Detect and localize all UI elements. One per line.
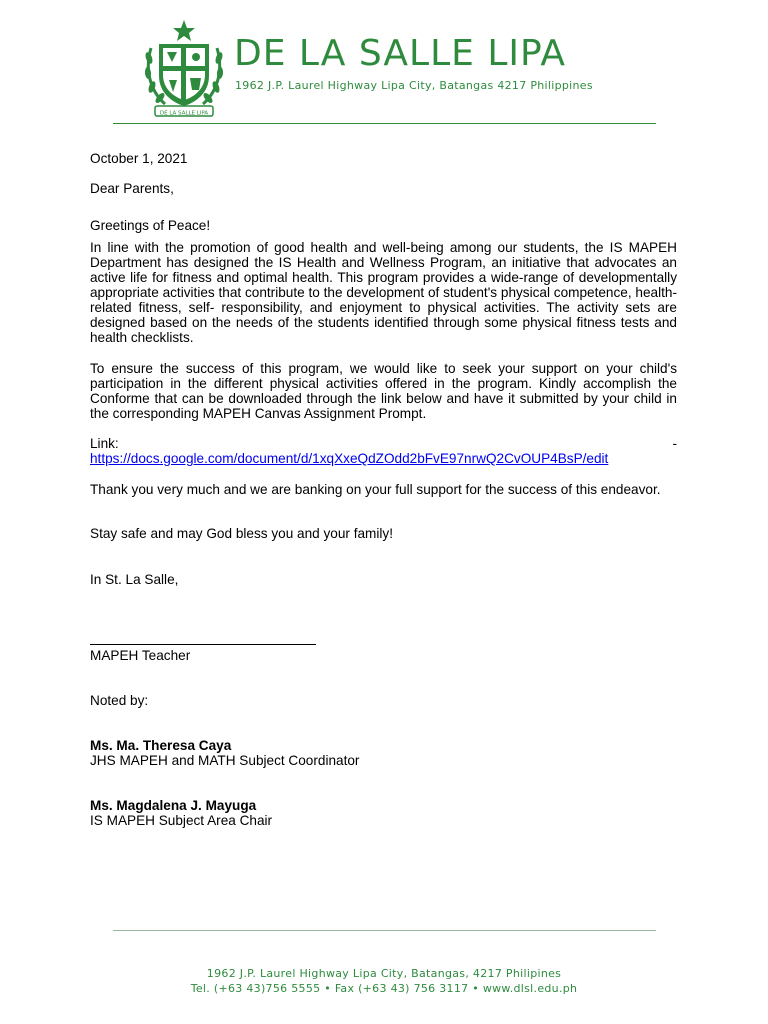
link-row	[90, 436, 677, 451]
signer-title: MAPEH Teacher	[90, 648, 191, 663]
link-dash: -	[672, 436, 677, 451]
paragraph-program: In line with the promotion of good health and well-being among our students, the IS MAPEH Department has designed the IS Health and Wellness Program, an initiative that advocates an active life for fitness and optimal health. This program provides a wide-range of developmentally appropriate activities that contribute to the development of student's physical competence, health-related fitness, self- responsibility, and enjoyment to physical activities. The activity sets are designed based on the needs of the students identified through some physical fitness tests and health checklists.	[90, 240, 677, 345]
letter-date: October 1, 2021	[90, 151, 188, 166]
link-label: Link:	[90, 436, 119, 451]
footer-contact: Tel. (+63 43)756 5555 • Fax (+63 43) 756 3117 • www.dlsl.edu.ph	[190, 982, 578, 995]
closing: In St. La Salle,	[90, 572, 179, 587]
paragraph-request: To ensure the success of this program, we would like to seek your support on your child's participation in the different physical activities offered in the program. Kindly accomplish the Conforme that can be downloaded through the link below and have it submitted by your child in the corresponding MAPEH Canvas Assignment Prompt.	[90, 361, 677, 421]
footer-address: 1962 J.P. Laurel Highway Lipa City, Batangas, 4217 Philipines	[206, 967, 562, 980]
signature-line	[90, 644, 316, 645]
letterhead	[0, 0, 768, 130]
greeting: Greetings of Peace!	[90, 218, 211, 233]
noted-by: Noted by:	[90, 693, 149, 708]
school-crest-icon	[143, 18, 225, 120]
seal-text: DE LA SALLE LIPA	[159, 110, 209, 117]
footer-divider	[113, 930, 656, 931]
school-address: 1962 J.P. Laurel Highway Lipa City, Batangas 4217 Philippines	[235, 79, 593, 92]
seal-banner	[155, 107, 213, 117]
school-name: DE LA SALLE LIPA	[234, 33, 567, 74]
salutation: Dear Parents,	[90, 181, 174, 196]
conforme-link[interactable]: https://docs.google.com/document/d/1xqXxeQdZOdd2bFvE97nrwQ2CvOUP4BsP/edit	[90, 451, 609, 466]
noter2-name: Ms. Magdalena J. Mayuga	[90, 798, 257, 813]
blessing: Stay safe and may God bless you and your family!	[90, 526, 393, 541]
header-divider	[113, 123, 656, 124]
noter1-title: JHS MAPEH and MATH Subject Coordinator	[90, 753, 360, 768]
noter2-title: IS MAPEH Subject Area Chair	[90, 813, 273, 828]
paragraph-thanks: Thank you very much and we are banking on your full support for the success of this endeavor.	[90, 482, 661, 497]
noter1-name: Ms. Ma. Theresa Caya	[90, 738, 232, 753]
